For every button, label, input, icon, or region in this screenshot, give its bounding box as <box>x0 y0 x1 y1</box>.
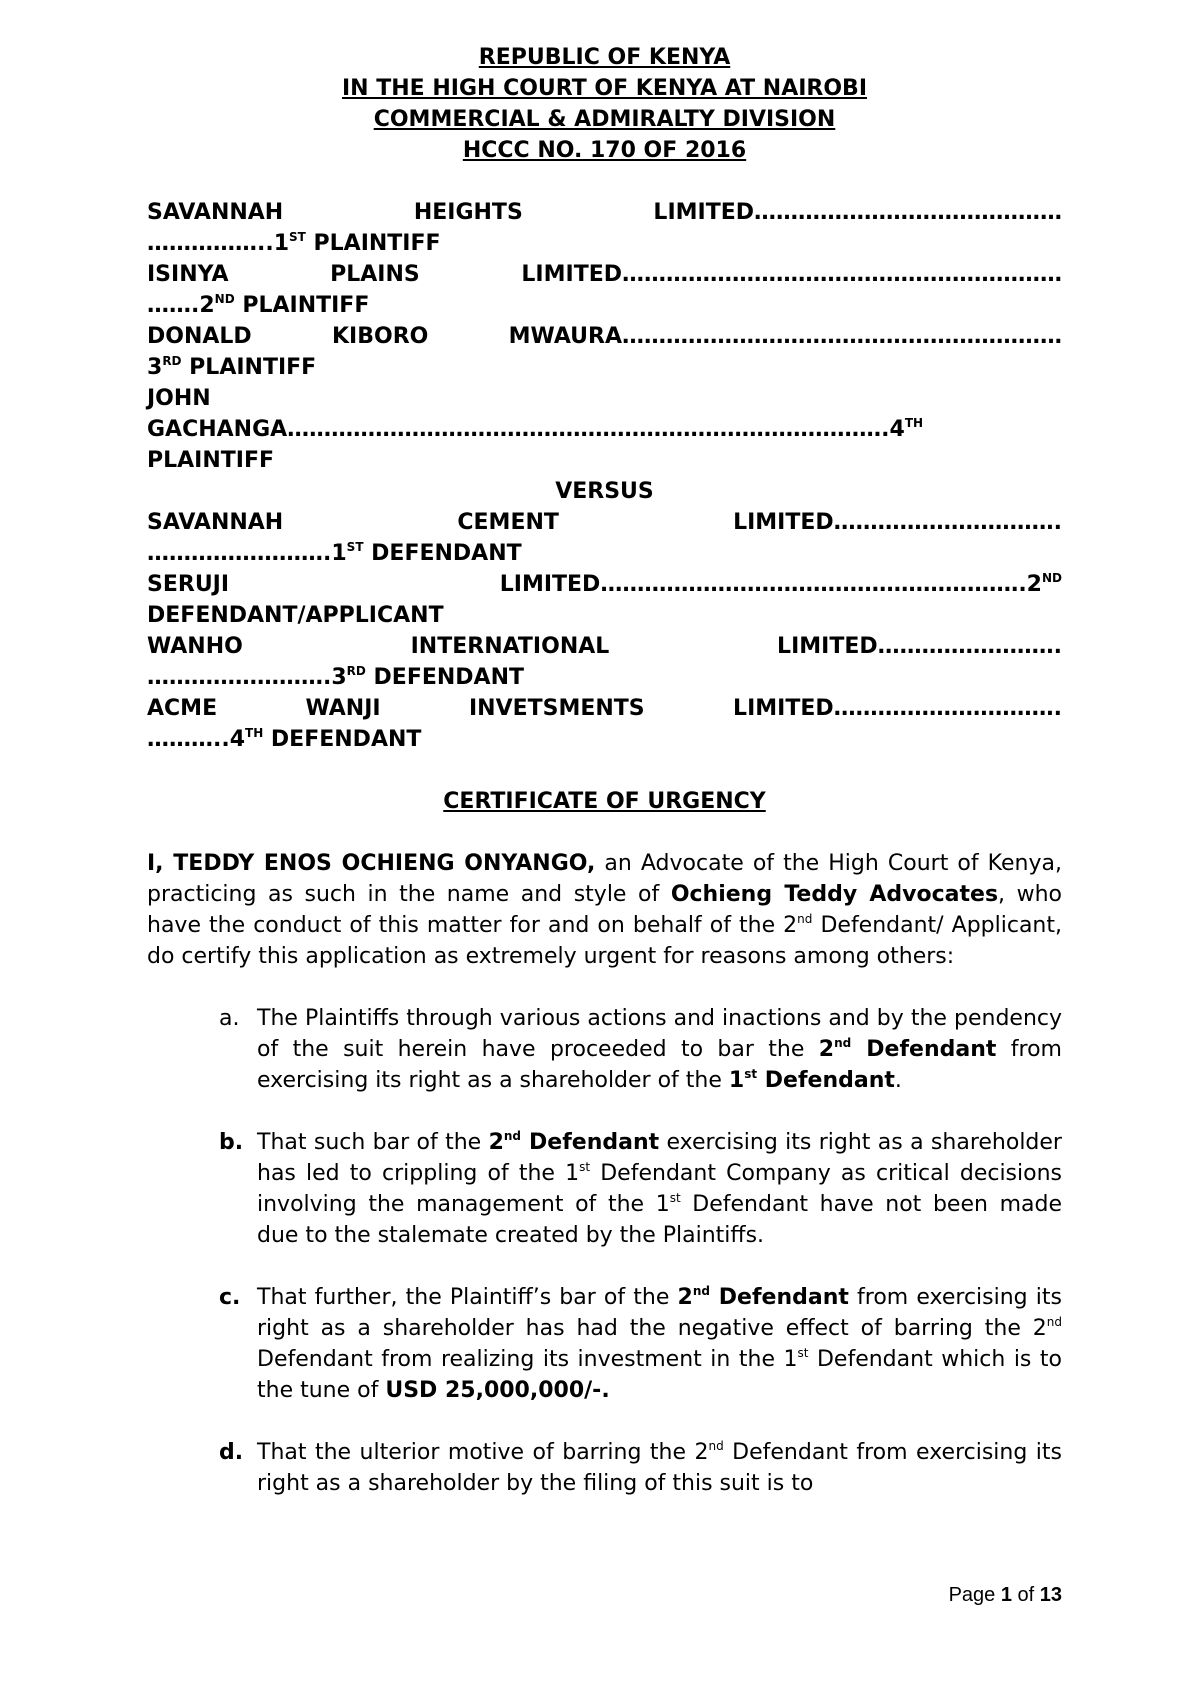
party-2nd-plaintiff-name: ISINYA PLAINS LIMITED…………………………………………………… <box>147 262 1062 287</box>
list-marker: d. <box>219 1440 244 1465</box>
list-item: b. That such bar of the 2nd Defendant exercising its right as a shareholder has led to crippling of the 1st Defendant Company as critical decisions involving the management of the 1st Defendant have not been made due to the stalemate created by the Plaintiffs. <box>219 1129 1062 1248</box>
certificate-intro-paragraph: I, TEDDY ENOS OCHIENG ONYANGO, an Advocate of the High Court of Kenya, practicing as such in the name and style of Ochieng Teddy Advocates, who have the conduct of this matter for and on behalf of the 2nd Defendant/ Applicant, do certify this application as extremely urgent for reasons among others: <box>147 851 1062 969</box>
party-2nd-plaintiff-role: …….2ND PLAINTIFF <box>147 292 370 318</box>
certificate-title: CERTIFICATE OF URGENCY <box>443 789 766 814</box>
list-marker: b. <box>219 1130 244 1155</box>
party-3rd-plaintiff-name: DONALD KIBORO MWAURA…………………………………………………… <box>147 324 1062 349</box>
party-4th-defendant-name: ACME WANJI INVETSMENTS LIMITED…………………………. <box>147 696 1062 721</box>
document-body <box>147 42 1062 1530</box>
party-2nd-defendant-role: DEFENDANT/APPLICANT <box>147 603 444 628</box>
party-4th-plaintiff-name: GACHANGA……………………………………………………………………….4TH <box>147 416 924 442</box>
list-marker: c. <box>219 1285 241 1310</box>
list-item: d. That the ulterior motive of barring the 2nd Defendant from exercising its right as a shareholder by the filing of this suit is to <box>219 1439 1062 1496</box>
party-1st-defendant-name: SAVANNAH CEMENT LIMITED…………………………. <box>147 510 1062 535</box>
reasons-list <box>147 1003 1062 1499</box>
heading-division: COMMERCIAL & ADMIRALTY DIVISION <box>373 107 836 132</box>
page-number: Page 1 of 13 <box>948 1584 1062 1606</box>
party-4th-plaintiff-first-name: JOHN <box>147 386 211 411</box>
party-2nd-defendant-name: SERUJI LIMITED………………………………………………….2ND <box>147 571 1062 597</box>
list-marker: a. <box>219 1006 240 1031</box>
parties-block <box>147 197 1062 755</box>
court-heading <box>147 42 1062 166</box>
party-3rd-defendant-name: WANHO INTERNATIONAL LIMITED……………………. <box>147 634 1062 659</box>
party-4th-defendant-role: ………..4TH DEFENDANT <box>147 726 422 752</box>
party-1st-plaintiff-name: SAVANNAH HEIGHTS LIMITED…………………………………… <box>147 200 1062 225</box>
heading-republic: REPUBLIC OF KENYA <box>478 45 731 70</box>
party-4th-plaintiff-role: PLAINTIFF <box>147 448 275 473</box>
party-3rd-plaintiff-role: 3RD PLAINTIFF <box>147 354 317 380</box>
party-1st-plaintiff-role: ……………..1ST PLAINTIFF <box>147 230 441 256</box>
heading-court: IN THE HIGH COURT OF KENYA AT NAIROBI <box>341 76 867 101</box>
party-3rd-defendant-role: …………………….3RD DEFENDANT <box>147 664 524 690</box>
list-item: c. That further, the Plaintiff’s bar of the 2nd Defendant from exercising its right as a shareholder has had the negative effect of barring the 2nd Defendant from realizing its investment in the 1st Defendant which is to the tune of USD 25,000,000/-. <box>219 1284 1063 1403</box>
list-item: a. The Plaintiffs through various actions and inactions and by the pendency of the suit herein have proceeded to bar the 2nd Defendant from exercising its right as a shareholder of the 1st Defendant. <box>147 1003 1062 1096</box>
party-1st-defendant-role: …………………….1ST DEFENDANT <box>147 540 522 566</box>
heading-case-number: HCCC NO. 170 OF 2016 <box>462 138 747 163</box>
versus-label: VERSUS <box>555 479 654 504</box>
